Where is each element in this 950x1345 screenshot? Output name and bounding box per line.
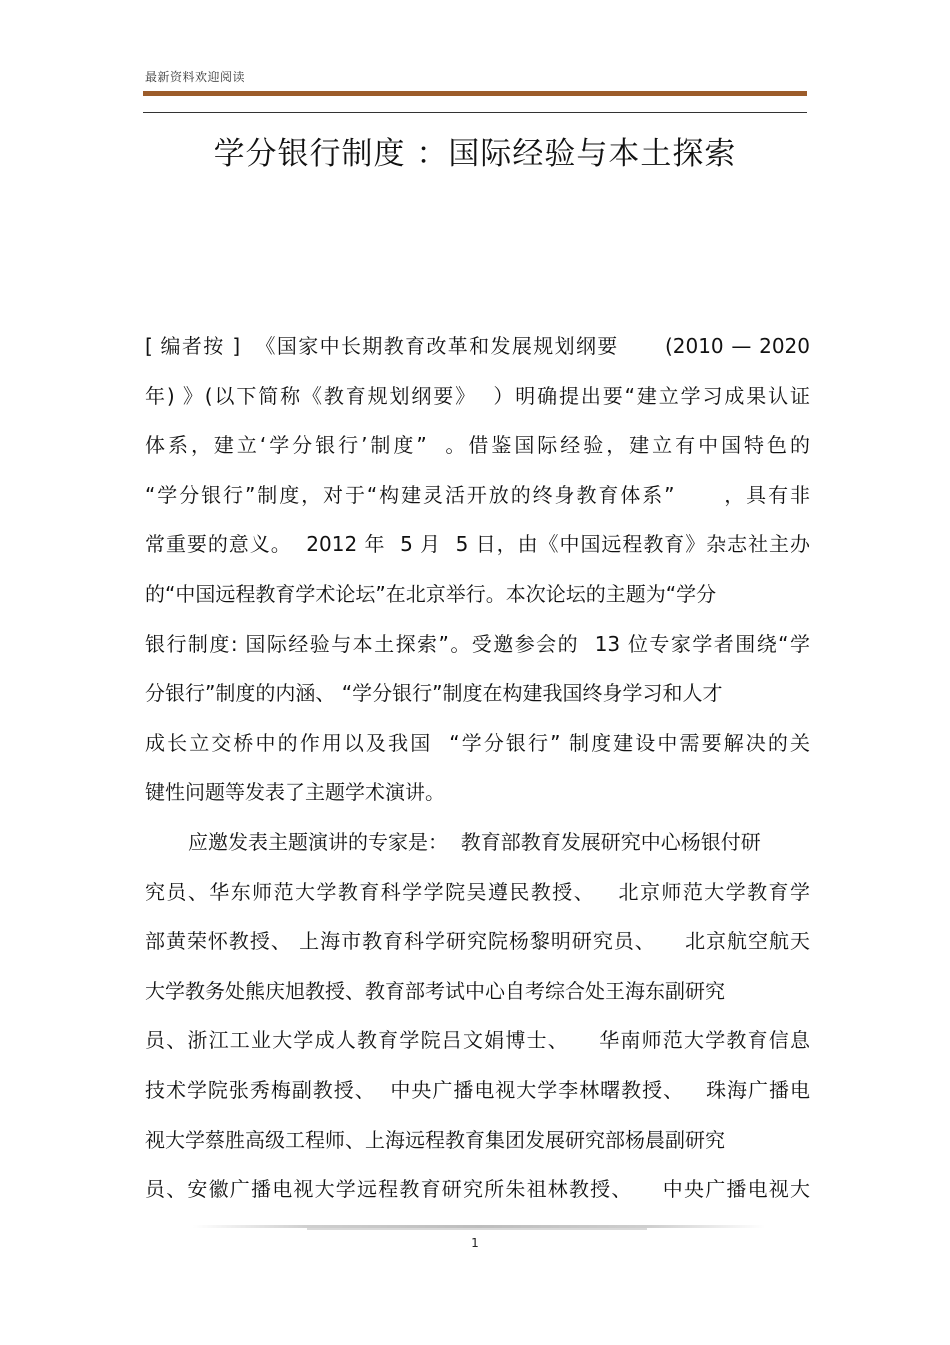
- header-rule-thin: [143, 112, 807, 113]
- body-line: 银行制度: 国际经验与本土探索”。受邀参会的 13 位专家学者围绕“学: [145, 631, 810, 656]
- body-line: 员、浙江工业大学成人教育学院吕文娟博士、 华南师范大学教育信息: [145, 1028, 810, 1053]
- body-line: 技术学院张秀梅副教授、 中央广播电视大学李林曙教授、 珠海广播电: [145, 1077, 810, 1102]
- running-header: 最新资料欢迎阅读: [145, 70, 246, 84]
- body-line: 的“中国远程教育学术论坛”在北京举行。本次论坛的主题为“学分: [145, 581, 717, 606]
- body-line: 键性问题等发表了主题学术演讲。: [145, 780, 445, 805]
- body-line: 分银行”制度的内涵、 “学分银行”制度在构建我国终身学习和人才: [145, 681, 723, 706]
- header-rule-thick: [143, 91, 807, 96]
- body-line: 常重要的意义。 2012 年 5 月 5 日，由《中国远程教育》杂志社主办: [145, 532, 810, 557]
- body-line: [ 编者按 ] 《国家中长期教育改革和发展规划纲要 (2010 — 2020: [145, 334, 810, 358]
- page-number: 1: [471, 1236, 479, 1250]
- body-line: “学分银行”制度，对于“构建灵活开放的终身教育体系” ，具有非: [145, 482, 810, 507]
- body-line-paragraph-start: 应邀发表主题演讲的专家是： 教育部教育发展研究中心杨银付研: [188, 829, 761, 854]
- document-body: [145, 322, 810, 1215]
- body-line: 部黄荣怀教授、 上海市教育科学研究院杨黎明研究员、 北京航空航天: [145, 929, 810, 954]
- footer-rule-shadow: [307, 1228, 647, 1230]
- body-line: 体系，建立‘学分银行’制度” 。借鉴国际经验，建立有中国特色的: [145, 433, 810, 458]
- body-line: 员、安徽广播电视大学远程教育研究所朱祖林教授、 中央广播电视大: [145, 1177, 810, 1202]
- body-line: 年) 》(以下简称《教育规划纲要》 ）明确提出要“建立学习成果认证: [145, 383, 810, 408]
- body-line: 究员、华东师范大学教育科学学院吴遵民教授、 北京师范大学教育学: [145, 879, 810, 904]
- body-line: 大学教务处熊庆旭教授、教育部考试中心自考综合处王海东副研究: [145, 978, 725, 1003]
- document-title: 学分银行制度 ：国际经验与本土探索: [213, 136, 737, 172]
- body-line: 成长立交桥中的作用以及我国 “学分银行” 制度建设中需要解决的关: [145, 730, 810, 755]
- body-line: 视大学蔡胜高级工程师、上海远程教育集团发展研究部杨晨副研究: [145, 1127, 725, 1152]
